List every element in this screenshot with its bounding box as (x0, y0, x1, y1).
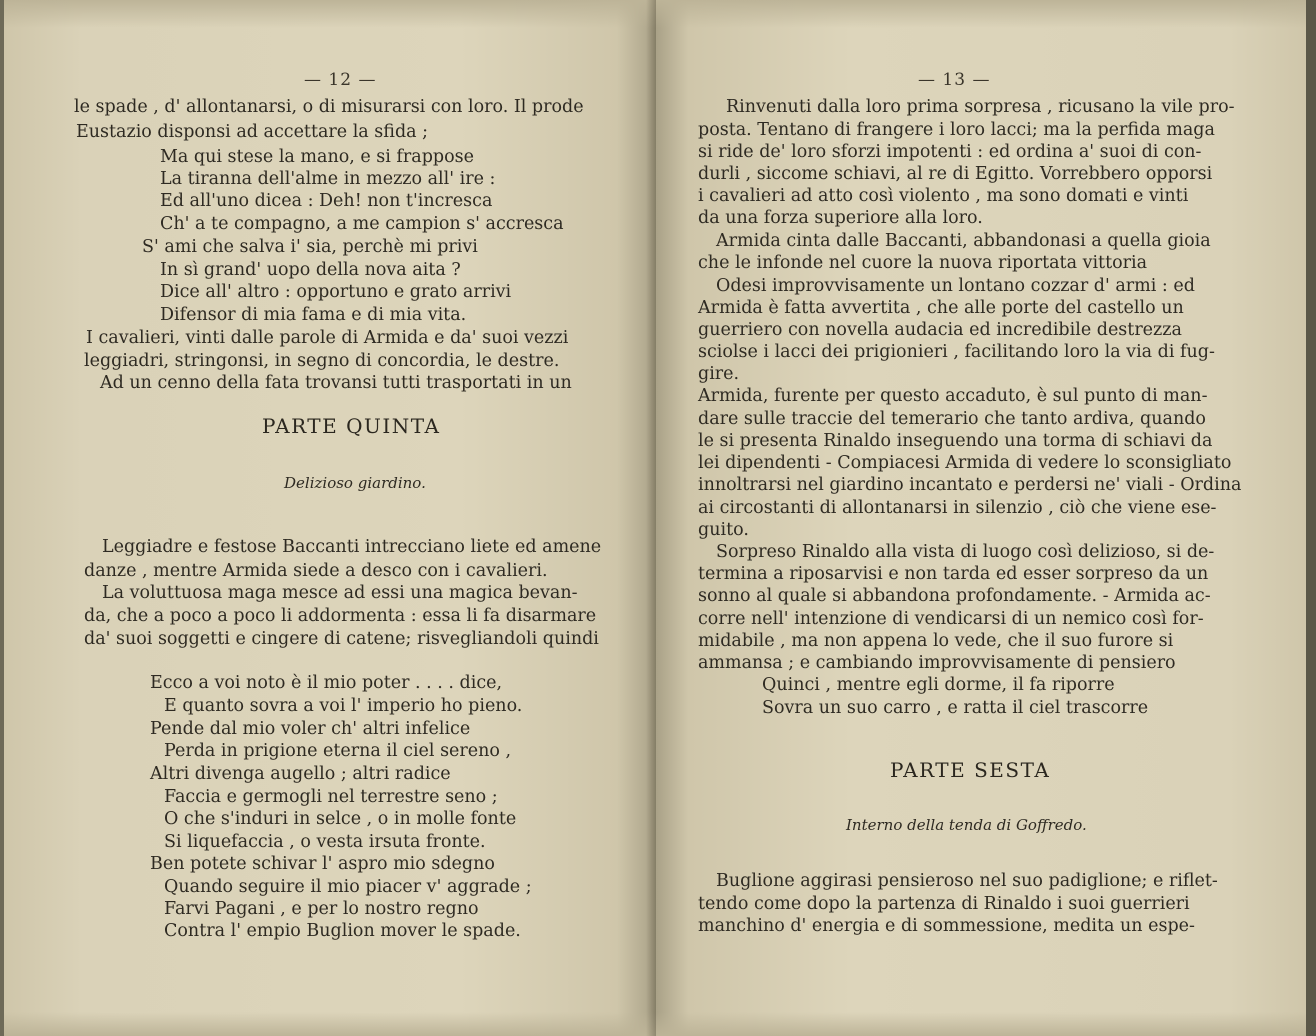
text-line: midabile , ma non appena lo vede, che il suo furore si (698, 631, 1174, 651)
right-page (656, 0, 1316, 1036)
verse-line: Ben potete schivar l' aspro mio sdegno (150, 854, 495, 874)
text-line: dare sulle traccie del temerario che tanto ardiva, quando (698, 409, 1206, 429)
verse-line: Faccia e germogli nel terrestre seno ; (164, 787, 498, 807)
section-subheading: Interno della tenda di Goffredo. (846, 816, 1087, 834)
page-shadow (4, 0, 656, 28)
text-line: Rinvenuti dalla loro prima sorpresa , ricusano la vile pro- (726, 97, 1235, 117)
text-line: da, che a poco a poco li addormenta : essa li fa disarmare (84, 606, 597, 626)
text-line: Buglione aggirasi pensieroso nel suo padiglione; e riflet- (716, 871, 1218, 891)
text-line: le spade , d' allontanarsi, o di misurarsi con loro. Il prode (74, 97, 584, 117)
text-line: posta. Tentano di frangere i loro lacci; ma la perfida maga (698, 120, 1215, 140)
text-line: innoltrarsi nel giardino incantato e perdersi ne' viali - Ordina (698, 475, 1242, 495)
verse-line: Perda in prigione eterna il ciel sereno , (164, 741, 512, 761)
text-line: le si presenta Rinaldo inseguendo una torma di schiavi da (698, 431, 1213, 451)
text-line: manchino d' energia e di sommessione, medita un espe- (698, 916, 1195, 936)
text-line: guerriero con novella audacia ed incredibile destrezza (698, 320, 1182, 340)
text-line: Sorpreso Rinaldo alla vista di luogo così delizioso, si de- (716, 542, 1215, 562)
text-line: ai circostanti di allontanarsi in silenzio , ciò che viene ese- (698, 498, 1217, 518)
text-line: che le infonde nel cuore la nuova riportata vittoria (698, 253, 1148, 273)
page-number: — 12 — (304, 70, 377, 90)
text-line: I cavalieri, vinti dalle parole di Armida e da' suoi vezzi (86, 328, 569, 348)
verse-line: Contra l' empio Buglion mover le spade. (164, 921, 521, 941)
verse-line: In sì grand' uopo della nova aita ? (160, 260, 461, 280)
text-line: tendo come dopo la partenza di Rinaldo i suoi guerrieri (698, 894, 1190, 914)
verse-line: Pende dal mio voler ch' altri infelice (150, 719, 471, 739)
text-line: danze , mentre Armida siede a desco con i cavalieri. (84, 561, 548, 581)
verse-line: Farvi Pagani , e per lo nostro regno (164, 899, 479, 919)
section-heading: PARTE QUINTA (262, 414, 441, 438)
text-line: corre nell' intenzione di vendicarsi di un nemico così for- (698, 609, 1204, 629)
text-line: La voluttuosa maga mesce ad essi una magica bevan- (102, 583, 578, 603)
text-line: Eustazio disponsi ad accettare la sfida ; (76, 122, 429, 142)
text-line: sonno al quale si abbandona profondamente. - Armida ac- (698, 586, 1211, 606)
text-line: guito. (698, 520, 749, 540)
text-line: Leggiadre e festose Baccanti intrecciano liete ed amene (102, 537, 602, 557)
text-line: termina a riposarvisi e non tarda ed esser sorpreso da un (698, 564, 1209, 584)
section-subheading: Delizioso giardino. (284, 474, 426, 492)
text-line: gire. (698, 364, 740, 384)
verse-line: Ecco a voi noto è il mio poter . . . . dice, (150, 673, 503, 693)
page-shadow (4, 1012, 656, 1036)
text-line: lei dipendenti - Compiacesi Armida di vedere lo sconsigliato (698, 453, 1232, 473)
text-line: Armida cinta dalle Baccanti, abbandonasi a quella gioia (716, 231, 1211, 251)
text-line: ammansa ; e cambiando improvvisamente di pensiero (698, 653, 1176, 673)
text-line: da' suoi soggetti e cingere di catene; risvegliandoli quindi (84, 629, 599, 649)
section-heading: PARTE SESTA (890, 758, 1051, 782)
text-line: leggiadri, stringonsi, in segno di concordia, le destre. (84, 351, 560, 371)
verse-line: Quinci , mentre egli dorme, il fa riporre (762, 675, 1115, 695)
page-number: — 13 — (918, 70, 991, 90)
verse-line: S' ami che salva i' sia, perchè mi privi (142, 237, 478, 257)
verse-line: E quanto sovra a voi l' imperio ho pieno. (164, 696, 523, 716)
left-page (0, 0, 656, 1036)
text-line: Ad un cenno della fata trovansi tutti trasportati in un (100, 373, 572, 393)
text-line: Armida, furente per questo accaduto, è sul punto di man- (698, 386, 1208, 406)
verse-line: Dice all' altro : opportuno e grato arrivi (160, 282, 512, 302)
verse-line: Si liquefaccia , o vesta irsuta fronte. (164, 832, 486, 852)
text-line: durli , siccome schiavi, al re di Egitto. Vorrebbero opporsi (698, 164, 1213, 184)
text-line: da una forza superiore alla loro. (698, 208, 983, 228)
verse-line: O che s'induri in selce , o in molle fonte (164, 809, 517, 829)
text-line: Armida è fatta avvertita , che alle porte del castello un (698, 298, 1184, 318)
text-line: si ride de' loro sforzi impotenti : ed ordina a' suoi di con- (698, 142, 1202, 162)
page-shadow (656, 0, 1306, 28)
text-line: Odesi improvvisamente un lontano cozzar d' armi : ed (716, 276, 1195, 296)
verse-line: Difensor di mia fama e di mia vita. (160, 305, 467, 325)
page-shadow (656, 1012, 1306, 1036)
verse-line: Quando seguire il mio piacer v' aggrade ; (164, 877, 532, 897)
verse-line: Altri divenga augello ; altri radice (150, 764, 451, 784)
verse-line: Ed all'uno dicea : Deh! non t'incresca (160, 191, 493, 211)
verse-line: Sovra un suo carro , e ratta il ciel trascorre (762, 698, 1149, 718)
text-line: i cavalieri ad atto così violento , ma sono domati e vinti (698, 186, 1189, 206)
text-line: sciolse i lacci dei prigionieri , facilitando loro la via di fug- (698, 342, 1215, 362)
verse-line: Ch' a te compagno, a me campion s' accresca (160, 214, 564, 234)
verse-line: Ma qui stese la mano, e si frappose (160, 147, 474, 167)
verse-line: La tiranna dell'alme in mezzo all' ire : (160, 169, 496, 189)
